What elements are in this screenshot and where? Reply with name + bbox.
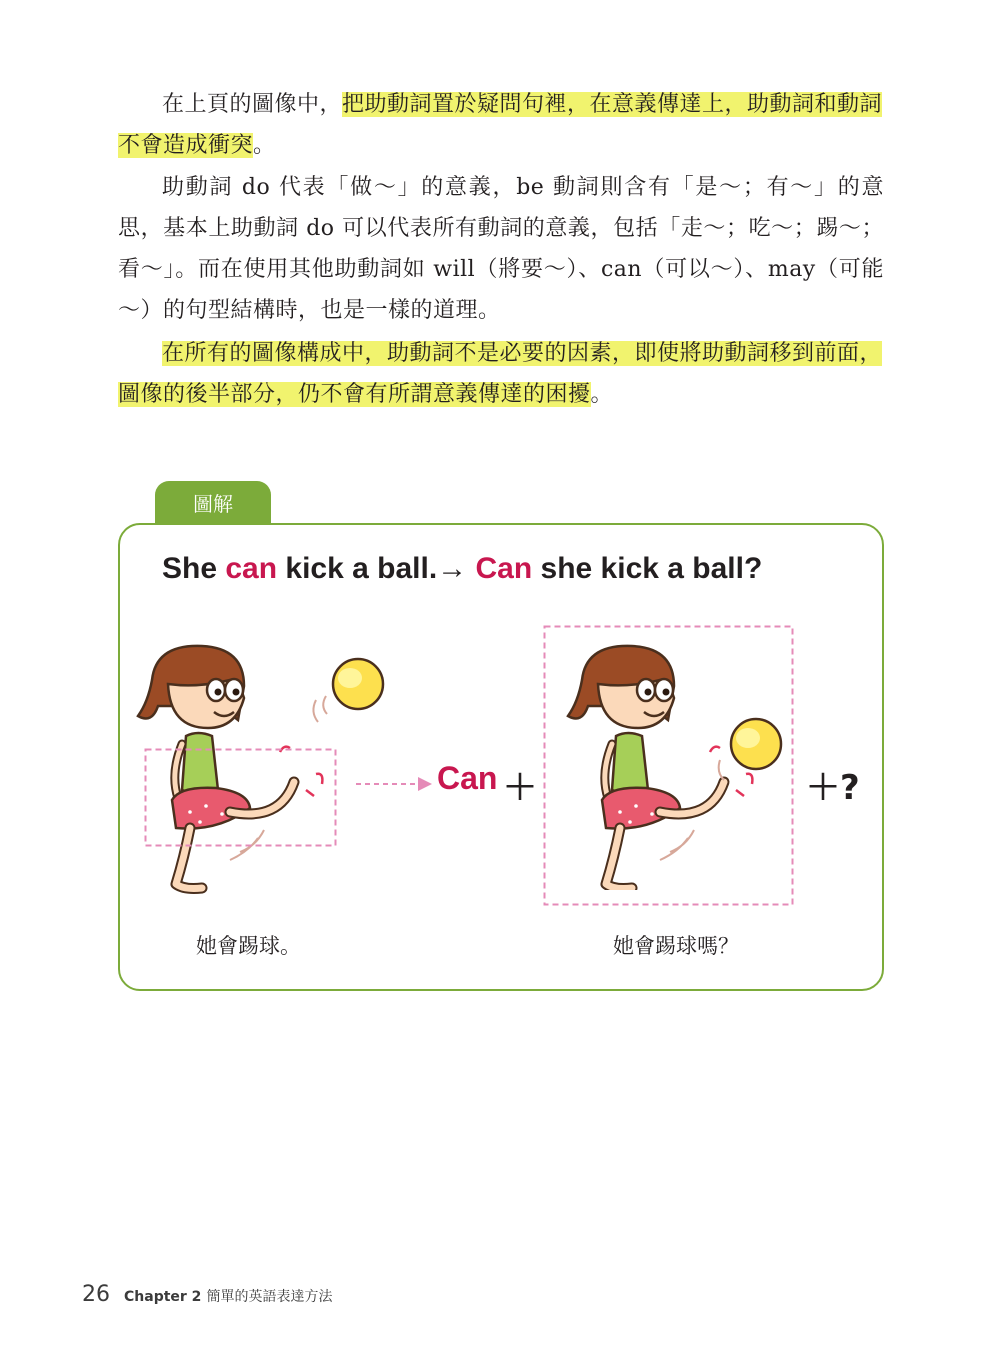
p1-text-start: 在上頁的圖像中， (162, 92, 343, 117)
p3-text-end: 。 (590, 382, 614, 407)
caption-left: 她會踢球。 (196, 934, 301, 958)
p1-text-end: 。 (253, 133, 276, 158)
plus-question-sign: ＋? (806, 768, 860, 808)
diagram-tab: 圖解 (155, 481, 271, 524)
p1-highlight: 把助動詞置於疑問句裡，在意義傳達上，助動詞和動詞不會造成衝突 (118, 92, 883, 158)
girl-kicking-right-illustration (560, 640, 800, 890)
sentence-aux-2: Can (475, 552, 533, 585)
paragraph-1 (118, 84, 884, 166)
can-label: Can (437, 760, 498, 796)
diagram-sentence (162, 552, 762, 586)
left-dashed-frame (144, 748, 338, 848)
dashed-arrow (356, 774, 434, 794)
paragraph-2: 助動詞 do 代表「做～」的意義，be 動詞則含有「是～；有～」的意思，基本上助動詞 do 可以代表所有動詞的意義，包括「走～；吃～；踢～；看～」。而在使用其他助動詞如 will（將要～）、can（可以～）、may（可能～）的句型結構時，也是一樣的道理。 (118, 175, 884, 323)
plus-sign-1: ＋ (503, 768, 537, 808)
sentence-aux-1: can (225, 552, 278, 585)
paragraph-3 (118, 333, 884, 415)
chapter-label: Chapter 2 (124, 1289, 202, 1305)
page-number: 26 (82, 1282, 110, 1307)
page-footer (82, 1282, 333, 1307)
sentence-part-3: she kick a ball? (532, 552, 763, 585)
chapter-title: 簡單的英語表達方法 (206, 1289, 333, 1305)
caption-right: 她會踢球嗎？ (613, 934, 739, 958)
sentence-part-1: She (162, 552, 226, 585)
p3-highlight: 在所有的圖像構成中，助動詞不是必要的因素，即使將助動詞移到前面，圖像的後半部分，仍不會有所謂意義傳達的困擾 (118, 341, 883, 407)
sentence-part-2: kick a ball.→ (277, 552, 476, 585)
